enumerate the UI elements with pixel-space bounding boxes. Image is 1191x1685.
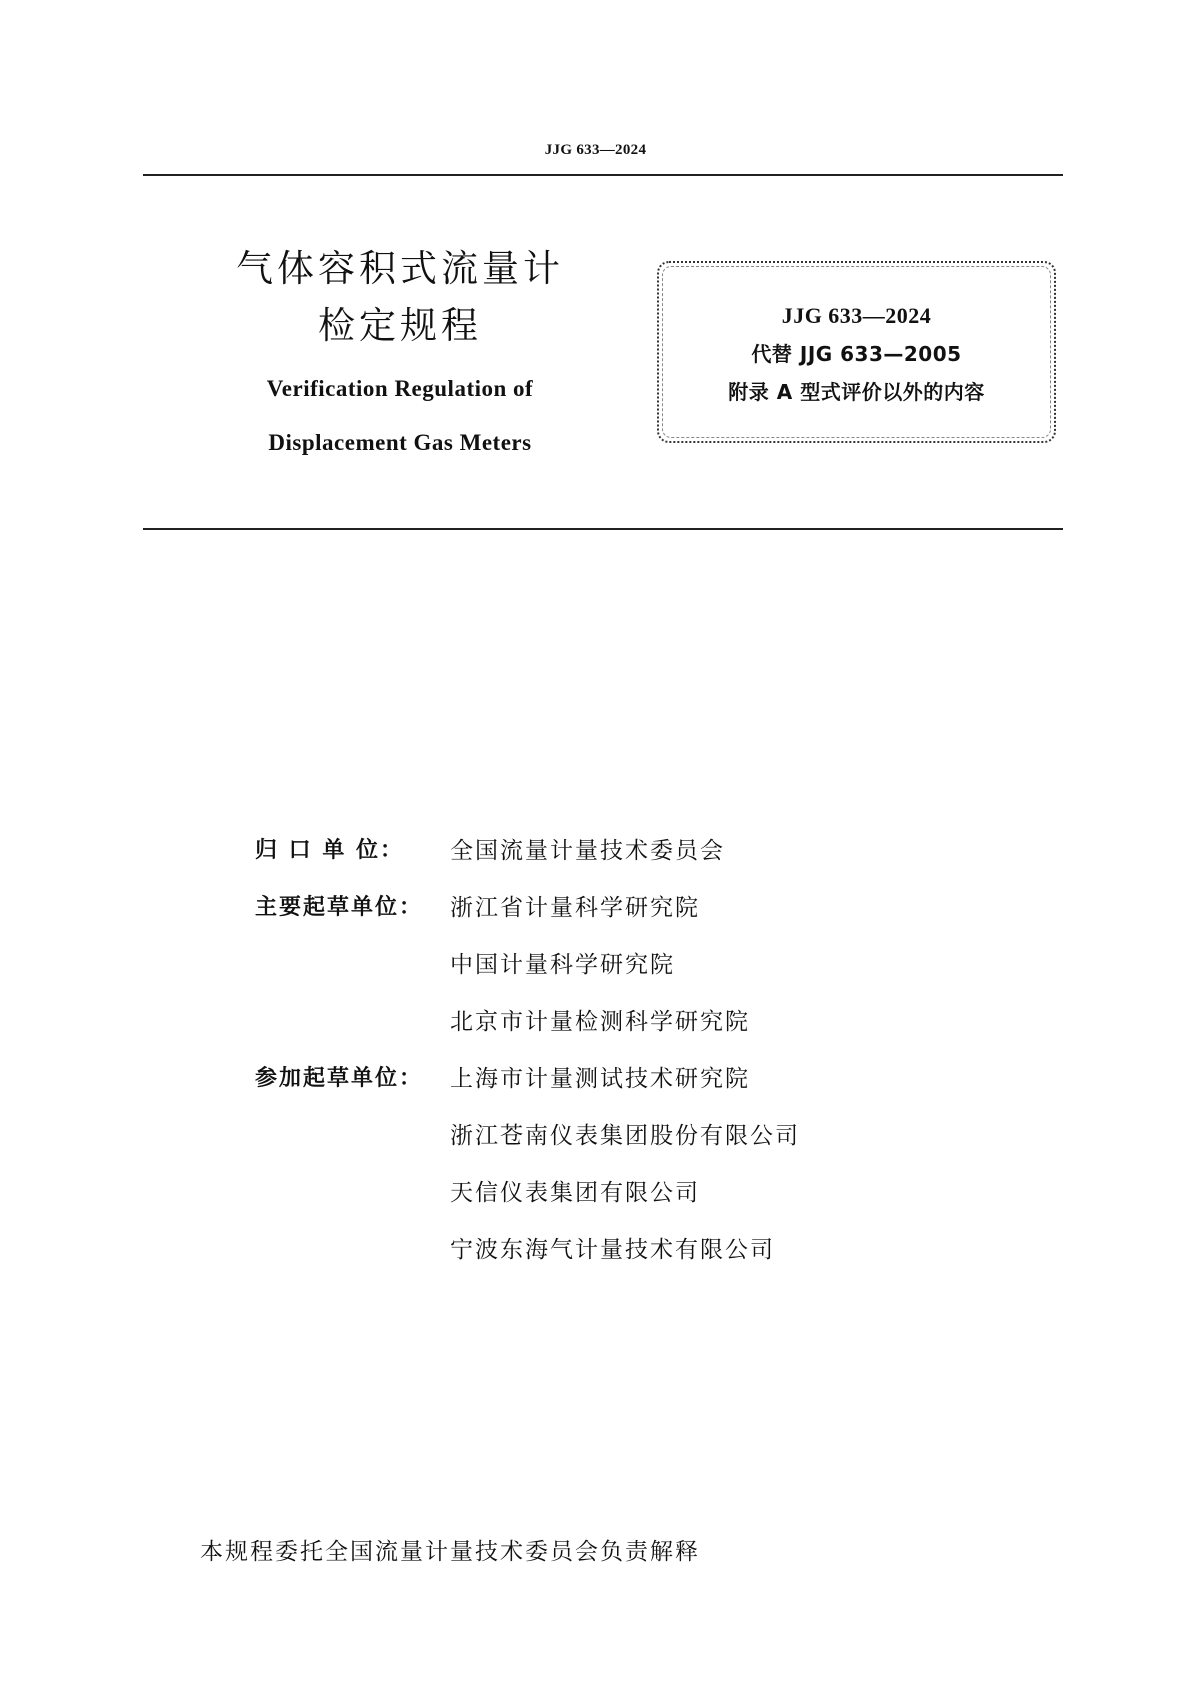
- unit-value: 浙江苍南仪表集团股份有限公司: [450, 1123, 800, 1149]
- middle-divider: [143, 528, 1063, 530]
- stamp-scope: 附录 A 型式评价以外的内容: [728, 380, 985, 404]
- header-standard-code: JJG 633—2024: [544, 142, 647, 158]
- unit-row: [255, 877, 800, 934]
- unit-row: [255, 1048, 800, 1105]
- unit-value: 上海市计量测试技术研究院: [450, 1066, 750, 1092]
- unit-row: [255, 820, 800, 877]
- unit-label: 参加起草单位：: [255, 1066, 424, 1091]
- stamp-replaces: 代替 JJG 633—2005: [751, 342, 962, 366]
- interpretation-note: 本规程委托全国流量计量技术委员会负责解释: [200, 1539, 700, 1565]
- title-cn-line2: 检定规程: [318, 304, 482, 347]
- title-en-line1: Verification Regulation of: [266, 376, 534, 401]
- unit-row: [255, 991, 800, 1048]
- unit-value: 中国计量科学研究院: [450, 952, 675, 978]
- title-block: [180, 240, 620, 456]
- unit-value: 北京市计量检测科学研究院: [450, 1009, 750, 1035]
- drafting-units-list: [255, 820, 800, 1276]
- unit-value: 全国流量计量技术委员会: [450, 838, 725, 864]
- unit-row: [255, 1105, 800, 1162]
- stamp-code: JJG 633—2024: [781, 303, 932, 328]
- replacement-notice-box: [657, 261, 1056, 443]
- unit-label: 归 口 单 位：: [255, 838, 404, 863]
- unit-value: 浙江省计量科学研究院: [450, 895, 700, 921]
- title-cn-line1: 气体容积式流量计: [236, 247, 564, 290]
- title-en-line2: Displacement Gas Meters: [268, 430, 532, 455]
- unit-label: 主要起草单位：: [255, 895, 424, 920]
- unit-value: 天信仪表集团有限公司: [450, 1180, 700, 1206]
- unit-row: [255, 1219, 800, 1276]
- unit-row: [255, 934, 800, 991]
- top-divider: [143, 174, 1063, 176]
- unit-value: 宁波东海气计量技术有限公司: [450, 1237, 775, 1263]
- unit-row: [255, 1162, 800, 1219]
